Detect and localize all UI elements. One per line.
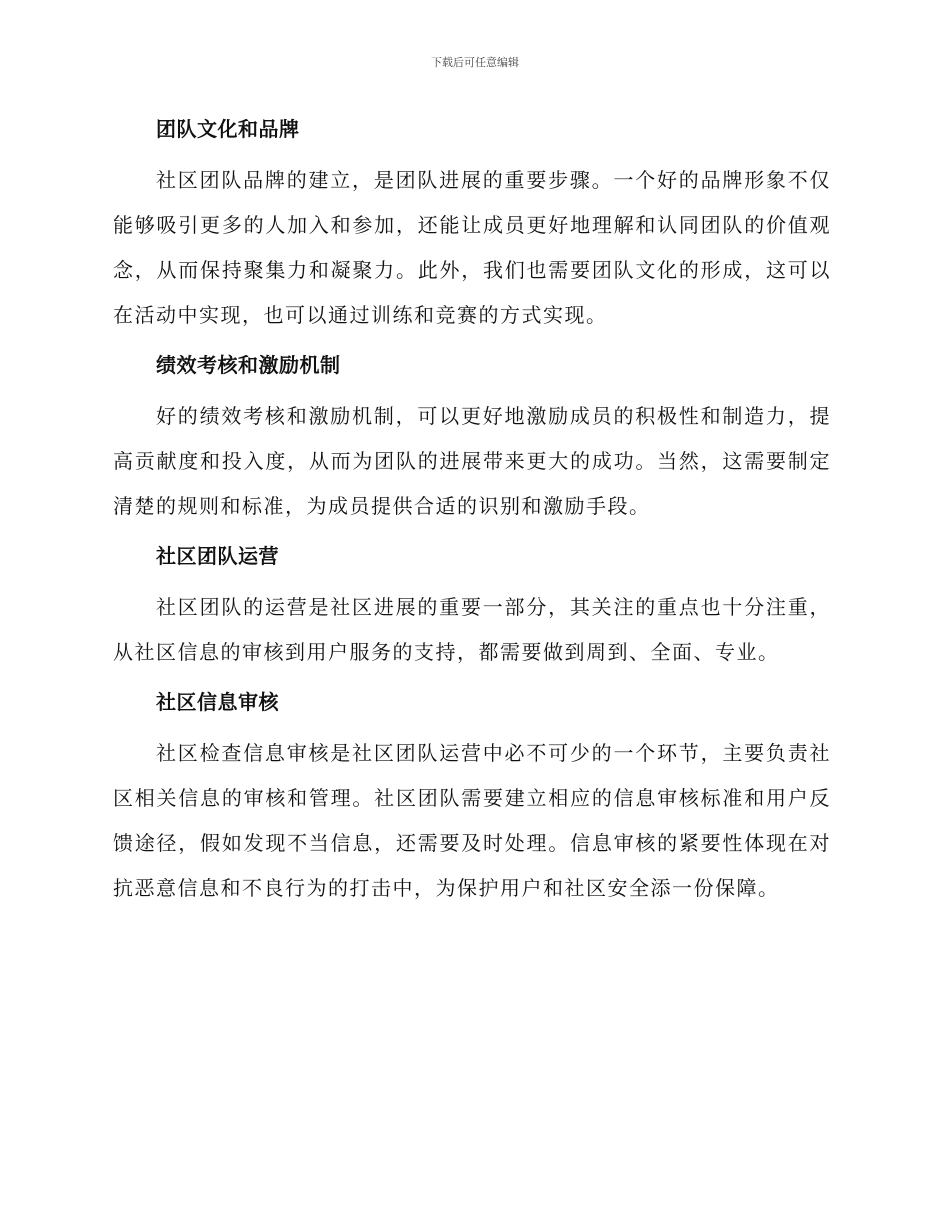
section-paragraph: 社区团队的运营是社区进展的重要一部分，其关注的重点也十分注重，从社区信息的审核到用户服务的支持，都需要做到周到、全面、专业。	[113, 595, 831, 664]
section-brand	[113, 113, 831, 338]
section-heading: 社区团队运营	[156, 544, 279, 568]
section-paragraph: 社区团队品牌的建立，是团队进展的重要步骤。一个好的品牌形象不仅能够吸引更多的人加入和参加，还能让成员更好地理解和认同团队的价值观念，从而保持聚集力和凝聚力。此外，我们也需要团队文化的形成，这可以在活动中实现，也可以通过训练和竞赛的方式实现。	[113, 168, 831, 327]
section-paragraph: 好的绩效考核和激励机制，可以更好地激励成员的积极性和制造力，提高贡献度和投入度，从而为团队的进展带来更大的成功。当然，这需要制定清楚的规则和标准，为成员提供合适的识别和激励手段。	[113, 404, 831, 518]
section-heading: 社区信息审核	[156, 690, 279, 714]
section-performance	[113, 349, 831, 529]
page-header-note: 下载后可任意编辑	[431, 56, 519, 69]
section-operations	[113, 540, 831, 675]
section-review	[113, 686, 831, 911]
document-content	[113, 113, 831, 922]
section-heading: 团队文化和品牌	[156, 117, 300, 141]
section-paragraph: 社区检查信息审核是社区团队运营中必不可少的一个环节，主要负责社区相关信息的审核和管理。社区团队需要建立相应的信息审核标准和用户反馈途径，假如发现不当信息，还需要及时处理。信息审核的紧要性体现在对抗恶意信息和不良行为的打击中，为保护用户和社区安全添一份保障。	[113, 741, 831, 900]
section-heading: 绩效考核和激励机制	[156, 353, 341, 377]
